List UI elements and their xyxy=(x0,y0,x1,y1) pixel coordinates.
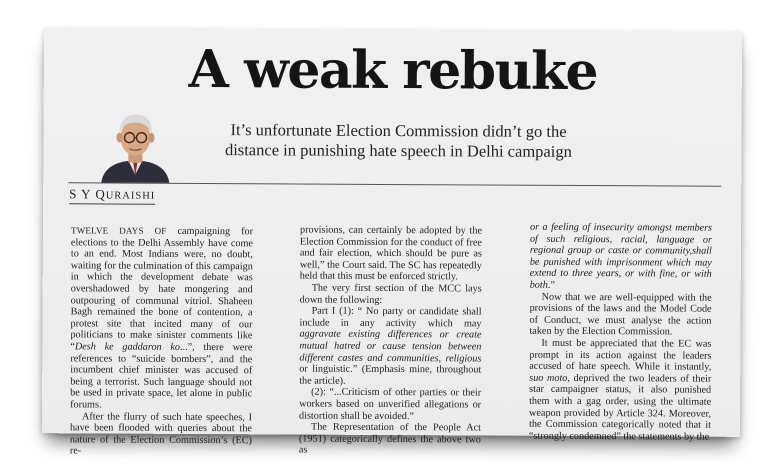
column-3-paragraph-1: or a feeling of insecurity amongst members of such religious, racial, language or regional group or caste or community,shall be punished with imprisonment which may extend to three years, or with fine, or with both.” xyxy=(529,221,713,291)
column-1-paragraph-1: TWELVE DAYS OF campaigning for elections to the Delhi Assembly have come to an end. Most Indians were, no doubt, waiting for the culmination of this campaign in which the development debate was overshadowed by hate mongering and outpouring of communal vitriol. Shaheen Bagh remained the bone of contention, a protest site that incited many of our politicians to make sinister comments like “Desh ke gaddaron ko...”, there were references to “suicide bombers”, and the incumbent chief minister was accused of being a terrorist. Such language should not be used in private space, let alone in public forums. xyxy=(70,225,254,411)
byline-surname: URAISHI xyxy=(105,190,156,202)
column-3-paragraph-2: Now that we are well-equipped with the provisions of the laws and the Model Code of Conduct, we must analyse the action taken by the Election Commission. xyxy=(529,291,712,338)
headline: A weak rebuke xyxy=(188,38,598,103)
newspaper-clipping xyxy=(42,28,742,457)
column-2-paragraph-3: Part I (1): “ No party or candidate shall include in any activity which may aggravate existing differences or create mutual hatred or cause tension between different castes and communities, religious or linguistic.” (Emphasis mine, throughout the article). xyxy=(299,305,482,387)
article-column-1 xyxy=(69,225,254,457)
article-column-2 xyxy=(298,224,483,456)
column-1-paragraph-2: After the flurry of such hate speeches, I have been flooded with queries about the nature of the Election Commission’s (EC) re- xyxy=(69,410,253,457)
lead-in: TWELVE DAYS OF xyxy=(70,225,167,236)
byline-rule xyxy=(68,182,721,186)
column-2-paragraph-5: The Representation of the People Act (1951) categorically defines the above two as xyxy=(298,421,482,456)
byline xyxy=(69,186,155,204)
author-portrait xyxy=(95,110,175,182)
column-3-paragraph-3: It must be appreciated that the EC was prompt in its action against the leaders accused of hate speech. While it instantly, suo moto, deprived the two leaders of their star campaigner status, it also punished them with a gag order, using the ultimate weapon provided by Article 324. Moreover, the Commission categorically noted that it “strongly condemned” the statements by the xyxy=(528,337,712,443)
article-column-3 xyxy=(528,221,713,443)
column-2-paragraph-1: provisions, can certainly be adopted by the Election Commission for the conduct of free and fair election, which should be pure as well,” the Court said. The SC has repeatedly held that this must be enforced strictly. xyxy=(299,224,483,283)
byline-initials: S Y Q xyxy=(69,186,106,202)
article-deck: It’s unfortunate Election Commission didn’t go the distance in punishing hate speech in Delhi campaign xyxy=(224,120,572,161)
column-2-paragraph-4: (2): “...Criticism of other parties or their workers based on unverified allegations or distortion shall be avoided.” xyxy=(299,386,482,422)
column-2-paragraph-2: The very first section of the MCC lays down the following: xyxy=(299,282,482,306)
